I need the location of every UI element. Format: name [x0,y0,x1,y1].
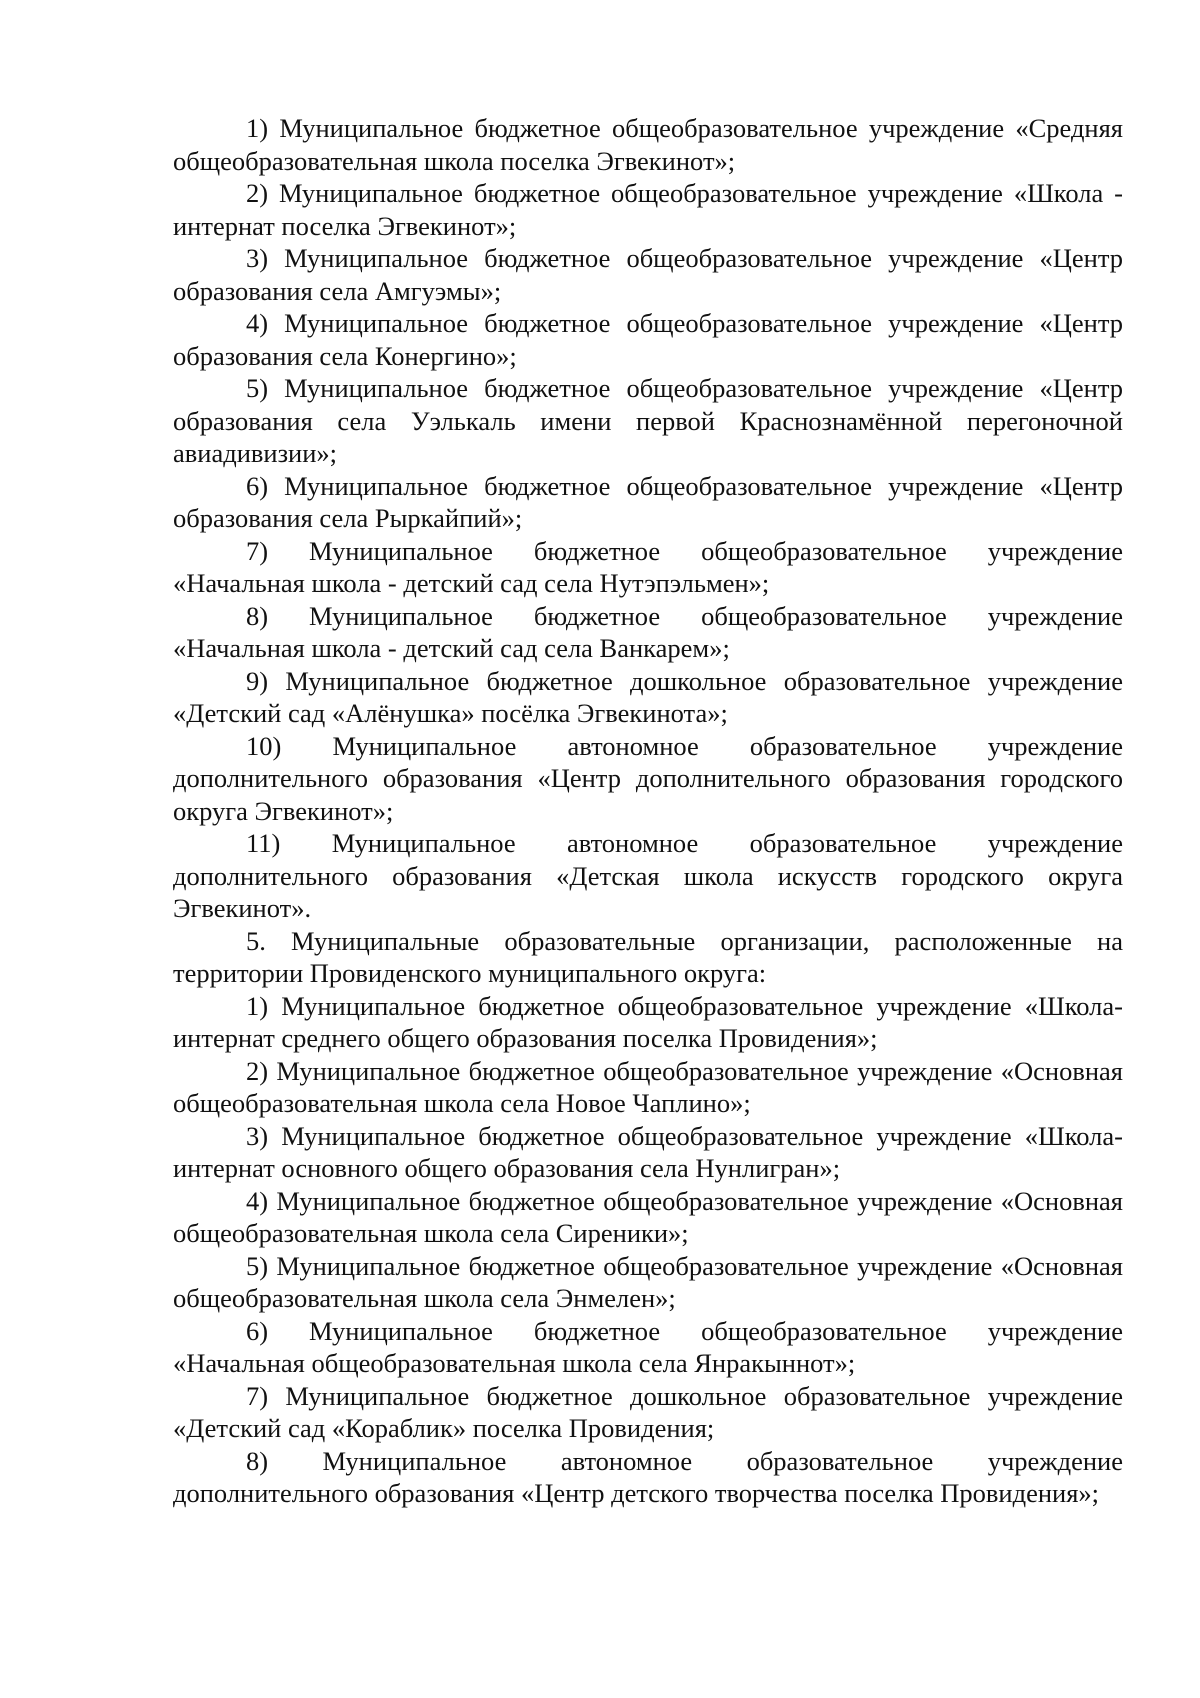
list-item: 9) Муниципальное бюджетное дошкольное образовательное учреждение «Детский сад «Алёнушка» посёлка Эгвекинота»; [173,665,1123,728]
list-item: 8) Муниципальное бюджетное общеобразовательное учреждение «Начальная школа - детский сад села Ванкарем»; [173,600,1123,663]
list-item: 5) Муниципальное бюджетное общеобразовательное учреждение «Основная общеобразовательная школа села Энмелен»; [173,1250,1123,1313]
list-item: 6) Муниципальное бюджетное общеобразовательное учреждение «Центр образования села Рыркайпий»; [173,470,1123,533]
list-item: 8) Муниципальное автономное образовательное учреждение дополнительного образования «Центр детского творчества поселка Провидения»; [173,1445,1123,1508]
list-item: 1) Муниципальное бюджетное общеобразовательное учреждение «Средняя общеобразовательная школа поселка Эгвекинот»; [173,113,1123,176]
list-item: 7) Муниципальное бюджетное общеобразовательное учреждение «Начальная школа - детский сад села Нутэпэльмен»; [173,535,1123,598]
list-item: 4) Муниципальное бюджетное общеобразовательное учреждение «Основная общеобразовательная школа села Сиреники»; [173,1185,1123,1248]
list-item: 6) Муниципальное бюджетное общеобразовательное учреждение «Начальная общеобразовательная школа села Янракыннот»; [173,1315,1123,1378]
document-page [173,112,1123,1510]
list-item: 11) Муниципальное автономное образовательное учреждение дополнительного образования «Детская школа искусств городского округа Эгвекинот». [173,828,1123,923]
list-item: 3) Муниципальное бюджетное общеобразовательное учреждение «Центр образования села Амгуэмы»; [173,243,1123,306]
list-item: 7) Муниципальное бюджетное дошкольное образовательное учреждение «Детский сад «Кораблик» поселка Провидения; [173,1380,1123,1443]
section-heading-paragraph: 5. Муниципальные образовательные организации, расположенные на территории Провиденского муниципального округа: [173,925,1123,988]
list-item: 5) Муниципальное бюджетное общеобразовательное учреждение «Центр образования села Уэлькаль имени первой Краснознамённой перегоночной авиадивизии»; [173,373,1123,468]
list-item: 2) Муниципальное бюджетное общеобразовательное учреждение «Школа - интернат поселка Эгвекинот»; [173,178,1123,241]
list-item: 4) Муниципальное бюджетное общеобразовательное учреждение «Центр образования села Конергино»; [173,308,1123,371]
list-item: 3) Муниципальное бюджетное общеобразовательное учреждение «Школа-интернат основного общего образования села Нунлигран»; [173,1120,1123,1183]
list-item: 1) Муниципальное бюджетное общеобразовательное учреждение «Школа-интернат среднего общего образования поселка Провидения»; [173,990,1123,1053]
list-item: 2) Муниципальное бюджетное общеобразовательное учреждение «Основная общеобразовательная школа села Новое Чаплино»; [173,1055,1123,1118]
list-item: 10) Муниципальное автономное образовательное учреждение дополнительного образования «Центр дополнительного образования городского округа Эгвекинот»; [173,730,1123,826]
